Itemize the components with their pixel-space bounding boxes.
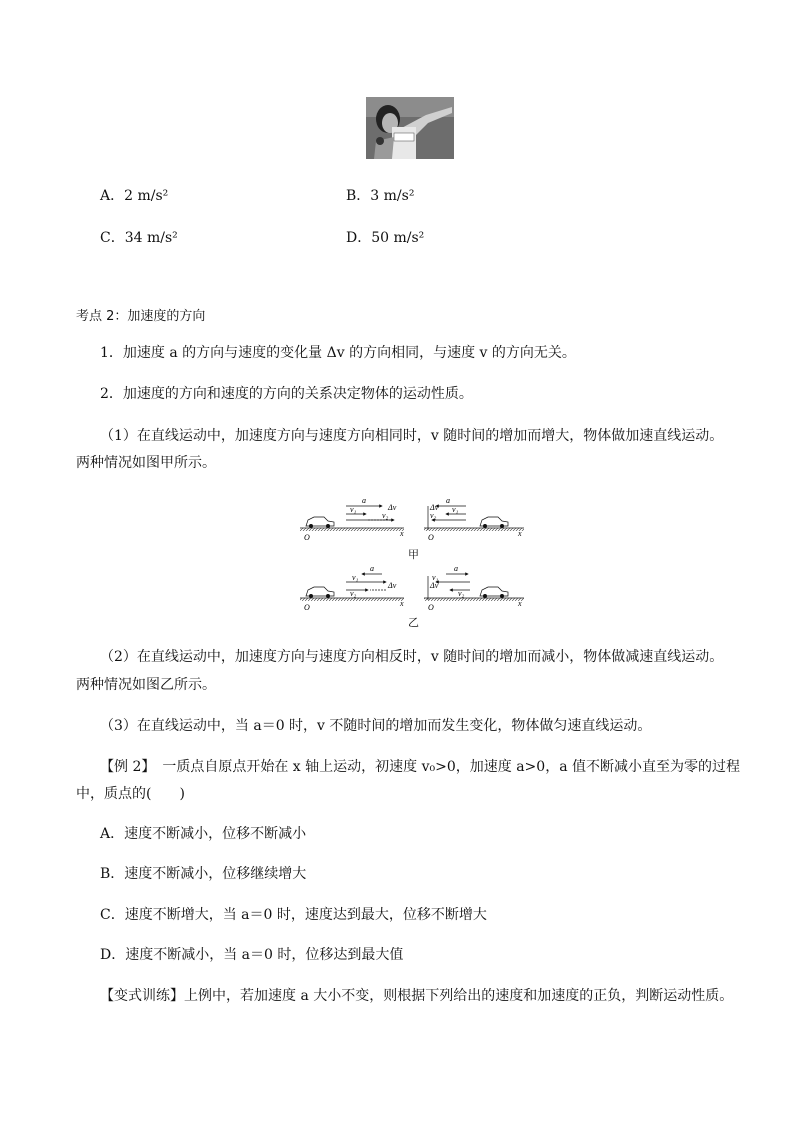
svg-text:a: a [370, 564, 374, 573]
svg-text:v₁: v₁ [452, 505, 459, 514]
svg-text:Δv: Δv [388, 581, 397, 590]
athlete-photo [366, 97, 454, 159]
svg-text:v₂: v₂ [430, 511, 437, 520]
svg-text:x: x [518, 599, 522, 608]
example-2-line1: 【例 2】 一质点自原点开始在 x 轴上运动，初速度 v₀>0，加速度 a>0，a 值不断减小直至为零的过程 [100, 759, 740, 775]
svg-text:Δv: Δv [430, 503, 439, 512]
svg-text:Δv: Δv [388, 503, 397, 512]
section-heading: 考点 2：加速度的方向 [76, 309, 206, 324]
example-2-line2: 中，质点的( ) [76, 786, 185, 802]
paragraph-3-line1: （1）在直线运动中，加速度方向与速度方向相同时，v 随时间的增加而增大，物体做加速直线运动。 [100, 428, 724, 444]
svg-text:x: x [400, 599, 404, 608]
panel-accel-negative-direction [424, 496, 524, 542]
option-c: C．34 m/s² [100, 230, 178, 246]
svg-text:v₂: v₂ [382, 511, 389, 520]
caption-yi: 乙 [408, 616, 419, 629]
panel-decel-positive [300, 564, 404, 612]
motion-diagram [296, 490, 528, 628]
svg-text:O: O [304, 603, 310, 612]
example-option-c: C．速度不断增大，当 a＝0 时，速度达到最大，位移不断增大 [100, 907, 487, 923]
svg-text:v₁: v₁ [350, 505, 357, 514]
example-option-d: D．速度不断减小，当 a＝0 时，位移达到最大值 [100, 947, 404, 963]
paragraph-4-line2: 两种情况如图乙所示。 [76, 677, 216, 693]
panel-accel-positive [300, 496, 404, 542]
svg-text:a: a [454, 564, 458, 573]
svg-text:O: O [428, 603, 434, 612]
svg-text:v₁: v₁ [352, 573, 359, 582]
paragraph-3-line2: 两种情况如图甲所示。 [76, 455, 216, 471]
svg-text:Δv: Δv [430, 581, 439, 590]
variant-training: 【变式训练】上例中，若加速度 a 大小不变，则根据下列给出的速度和加速度的正负，判断运动性质。 [100, 988, 734, 1004]
option-d: D．50 m/s² [346, 230, 425, 246]
paragraph-2: 2．加速度的方向和速度的方向的关系决定物体的运动性质。 [100, 386, 473, 402]
example-option-b: B．速度不断减小，位移继续增大 [100, 866, 307, 882]
svg-text:v₂: v₂ [458, 589, 465, 598]
caption-jia: 甲 [408, 548, 419, 561]
option-a: A．2 m/s² [100, 188, 169, 204]
paragraph-5: （3）在直线运动中，当 a＝0 时，v 不随时间的增加而发生变化，物体做匀速直线运动。 [100, 718, 652, 734]
svg-text:O: O [304, 533, 310, 542]
paragraph-1: 1．加速度 a 的方向与速度的变化量 Δv 的方向相同，与速度 v 的方向无关。 [100, 345, 576, 361]
panel-decel-negative [424, 564, 524, 612]
svg-text:v₂: v₂ [350, 589, 357, 598]
paragraph-4-line1: （2）在直线运动中，加速度方向与速度方向相反时，v 随时间的增加而减小，物体做减速直线运动。 [100, 649, 724, 665]
svg-text:v₁: v₁ [432, 573, 439, 582]
svg-text:a: a [362, 496, 366, 505]
svg-text:a: a [446, 496, 450, 505]
option-b: B．3 m/s² [346, 188, 415, 204]
svg-text:x: x [518, 529, 522, 538]
example-option-a: A．速度不断减小，位移不断减小 [100, 826, 307, 842]
svg-text:x: x [400, 529, 404, 538]
svg-text:O: O [428, 533, 434, 542]
